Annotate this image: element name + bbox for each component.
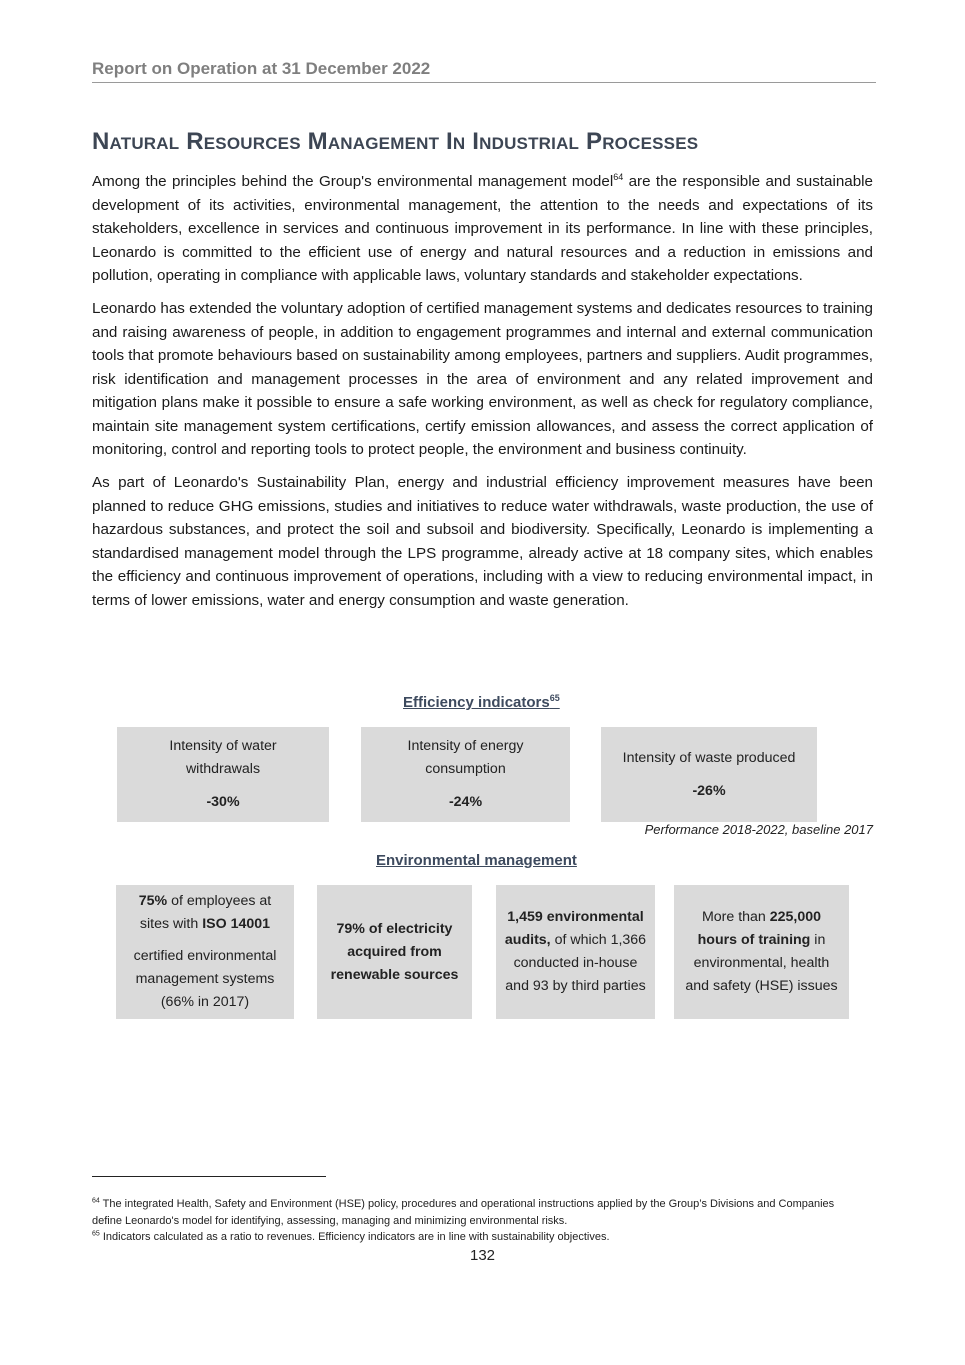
env-box-electricity bbox=[317, 885, 472, 1019]
env-box-iso bbox=[116, 885, 294, 1019]
body-text bbox=[92, 170, 873, 622]
training-text-b: in environmental, health and safety (HSE) issues bbox=[685, 932, 838, 994]
indicator-box-waste bbox=[601, 727, 817, 822]
performance-caption: Performance 2018-2022, baseline 2017 bbox=[644, 822, 873, 837]
footnote-divider bbox=[92, 1176, 326, 1177]
footnote-65-number: 65 bbox=[92, 1230, 100, 1238]
footnote-65-text: Indicators calculated as a ratio to revenues. Efficiency indicators are in line with sustainability objectives. bbox=[99, 1231, 610, 1243]
efficiency-indicators-title bbox=[403, 694, 560, 711]
environmental-management-title: Environmental management bbox=[376, 852, 577, 869]
paragraph-3: As part of Leonardo's Sustainability Plan, energy and industrial efficiency improvement measures have been planned to reduce GHG emissions, studies and initiatives to reduce water withdrawals, waste production, the use of hazardous substances, and protect the soil and subsoil and biodiversity. Specifically, Leonardo is implementing a standardised management model through the LPS programme, already active at 18 company sites, which enables the efficiency and continuous improvement of operations, including with a view to reducing environmental impact, in terms of lower emissions, water and energy consumption and waste generation. bbox=[92, 474, 873, 609]
training-hours: 225,000 hours of training bbox=[697, 909, 822, 948]
indicator-value: -26% bbox=[692, 782, 726, 799]
footnote-65 bbox=[92, 1229, 852, 1246]
indicator-value: -24% bbox=[448, 794, 483, 810]
footnote-64-text: The integrated Health, Safety and Environment (HSE) policy, procedures and operational instructions applied by the Group’s Divisions and Companies define Leonardo's model for identifying, assessing, managing and minimizing environmental risks. bbox=[92, 1198, 835, 1227]
footnote-ref-64[interactable]: 64 bbox=[613, 171, 624, 182]
paragraph-1 bbox=[92, 170, 873, 288]
indicator-label: Intensity of energy consumption bbox=[407, 738, 524, 777]
footnote-64-number: 64 bbox=[92, 1197, 100, 1205]
footnote-ref-65[interactable]: 65 bbox=[549, 693, 560, 703]
paragraph-1-text-a: Among the principles behind the Group's environmental management model bbox=[92, 173, 614, 190]
audits-count: 1,459 environmental audits, bbox=[504, 909, 644, 948]
footnotes bbox=[92, 1196, 852, 1246]
efficiency-title-text: Efficiency indicators bbox=[403, 694, 550, 711]
audits-text: of which 1,366 conducted in-house and 93 by third parties bbox=[505, 932, 647, 994]
iso-text-a: of employees at sites with bbox=[139, 893, 272, 932]
iso-text-b: certified environmental management systems (66% in 2017) bbox=[133, 948, 277, 1010]
paragraph-1-text-b: are the responsible and sustainable development of its activities, environmental management, the attention to the needs and expectations of its stakeholders, excellence in services and continuous improvement in its performance. In line with these principles, Leonardo is committed to the efficient use of energy and natural resources and a reduction in emissions and pollution, operating in compliance with applicable laws, voluntary standards and stakeholder expectations. bbox=[92, 173, 873, 284]
indicator-label: Intensity of water withdrawals bbox=[169, 738, 277, 777]
indicator-value: -30% bbox=[206, 794, 240, 810]
env-box-audits bbox=[496, 885, 655, 1019]
indicator-box-energy bbox=[361, 727, 570, 822]
paragraph-2: Leonardo has extended the voluntary adoption of certified management systems and dedicates resources to training and raising awareness of people, in addition to engagement programmes and internal and external communication tools that promote behaviours based on sustainability among employees, partners and suppliers. Audit programmes, risk identification and management processes in the area of environment and any related improvement and mitigation plans make it possible to ensure a safe working environment, as well as check for regulatory compliance, maintain site management system certifications, certify emission allowances, and assess the correct application of monitoring, control and reporting tools to protect people, the environment and business continuity. bbox=[92, 300, 873, 458]
env-box-iso-line1 bbox=[124, 890, 286, 936]
indicator-label: Intensity of waste produced bbox=[622, 749, 796, 766]
training-text-a: More than bbox=[701, 909, 770, 925]
indicator-box-water bbox=[117, 727, 329, 822]
section-title: Natural Resources Management In Industrial Processes bbox=[92, 128, 699, 155]
page-number: 132 bbox=[469, 1247, 496, 1264]
iso-percent: 75% bbox=[138, 893, 168, 909]
audits-paragraph bbox=[504, 906, 647, 998]
env-box-training bbox=[674, 885, 849, 1019]
electricity-text: 79% of electricity acquired from renewable sources bbox=[330, 920, 459, 983]
footnote-64 bbox=[92, 1196, 852, 1229]
iso-standard: ISO 14001 bbox=[202, 916, 271, 932]
training-paragraph bbox=[682, 906, 841, 998]
running-header: Report on Operation at 31 December 2022 bbox=[92, 59, 876, 83]
